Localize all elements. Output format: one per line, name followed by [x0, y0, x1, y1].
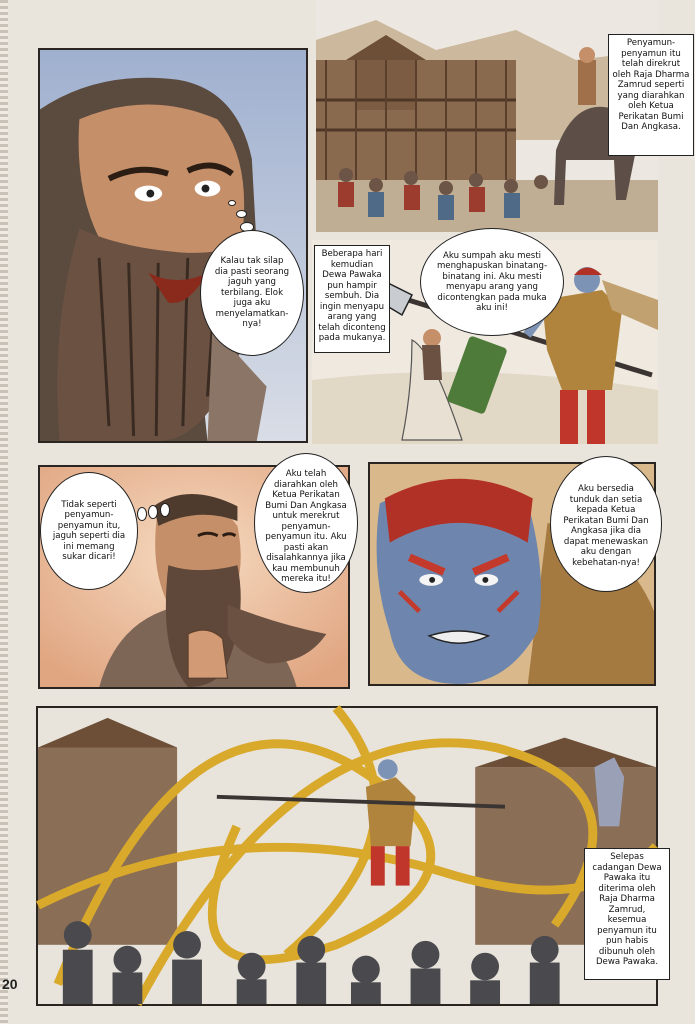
caption-text-panel3: Beberapa hari kemudian Dewa Pawaka pun hampir sembuh. Dia ingin menyapu arang yang telah diconteng pada mukanya. — [318, 249, 386, 343]
caption-panel2 — [608, 34, 694, 156]
caption-panel6 — [584, 848, 670, 980]
panel-4-man-stroking-beard — [38, 465, 350, 689]
speech-bubble-panel1 — [200, 230, 304, 356]
speech-text-panel5: Aku bersedia tunduk dan setia kepada Ketua Perikatan Bumi Dan Angkasa jika dia dapat menewaskan aku dengan kebehatan-nya! — [563, 484, 649, 568]
caption-text-panel6: Selepas cadangan Dewa Pawaka itu diterima oleh Raja Dharma Zamrud, kesemua penyamun itu pun habis dibunuh oleh Dewa Pawaka. — [592, 852, 662, 967]
thought-dot-2 — [236, 210, 247, 218]
fortress-illustration — [316, 0, 658, 232]
panel-2-fortress — [316, 0, 690, 232]
speech-text-panel4-right: Aku telah diarahkan oleh Ketua Perikatan Bumi Dan Angkasa untuk merekrut penyamun-penyamun itu. Aku pasti akan disalahkannya jika kau membunuh mereka itu! — [265, 469, 347, 585]
caption-text-panel2: Penyamun-penyamun itu telah direkrut oleh Raja Dharma Zamrud seperti yang diarahkan oleh Ketua Perikatan Bumi Dan Angkasa. — [612, 38, 690, 132]
panel-6-battle-scene — [36, 706, 662, 1006]
speech-text-panel1: Kalau tak silap dia pasti seorang jaguh yang terbilang. Elok juga aku menyelamatkan-nya! — [214, 256, 290, 330]
battle-scene-illustration — [38, 708, 656, 1004]
speech-text-panel3: Aku sumpah aku mesti menghapuskan binatang-binatang ini. Aku mesti menyapu arang yang dicontengkan pada muka aku ini! — [436, 250, 548, 313]
caption-panel3 — [314, 245, 390, 353]
panel-1-bearded-man — [38, 48, 308, 443]
page-number: 20 — [2, 976, 18, 992]
speech-bubble-panel4-left — [40, 472, 138, 590]
panel-3-dewa-pawaka-polearm — [312, 240, 658, 444]
speech-bubble-panel5 — [550, 456, 662, 592]
thought-dot-4b — [148, 505, 158, 519]
thought-dot-4c — [160, 503, 170, 517]
thought-dot-1 — [228, 200, 236, 206]
page-binding-edge — [0, 0, 8, 1024]
speech-text-panel4-left: Tidak seperti penyamun-penyamun itu, jaguh seperti dia ini memang sukar dicari! — [52, 499, 126, 562]
speech-bubble-panel3 — [420, 228, 564, 336]
speech-bubble-panel4-right — [254, 453, 358, 593]
thought-dot-4a — [137, 507, 147, 521]
panel-5-dewa-pawaka-face — [368, 462, 656, 686]
